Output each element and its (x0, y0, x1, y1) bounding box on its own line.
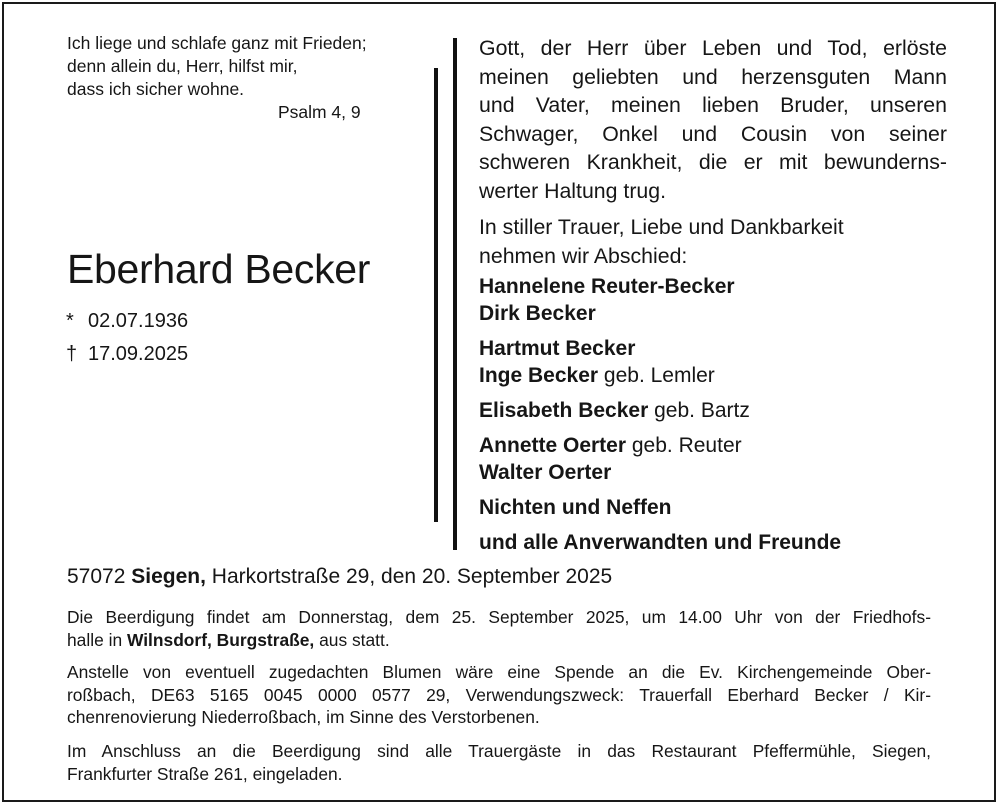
obituary-text (479, 34, 947, 205)
donation-info (67, 661, 931, 729)
birth-symbol: * (66, 310, 74, 332)
psalm-line: Ich liege und schlafe ganz mit Frieden; (67, 33, 367, 53)
deceased-name: Eberhard Becker (67, 246, 371, 292)
family-member: Hannelene Reuter-Becker (479, 275, 735, 298)
family-group (479, 335, 841, 389)
funeral-info (67, 606, 931, 651)
obituary-line: Schwager, Onkel und Cousin von seiner (479, 121, 947, 146)
psalm-line: denn allein du, Herr, hilfst mir, (67, 56, 298, 76)
postal-code: 57072 (67, 565, 126, 588)
obituary-line: Gott, der Herr über Leben und Tod, erlöste (479, 36, 947, 60)
birth-date: 02.07.1936 (88, 310, 189, 332)
family-group (479, 432, 841, 486)
maiden-name: geb. Lemler (603, 364, 715, 387)
obituary-line: und Vater, meinen lieben Bruder, unseren (479, 93, 947, 117)
birth-date-line (66, 305, 188, 338)
psalm-reference: Psalm 4, 9 (277, 102, 361, 122)
maiden-name: geb. Bartz (654, 399, 750, 422)
funeral-text: halle in (67, 629, 123, 650)
life-dates (66, 305, 188, 371)
mourning-statement (479, 213, 844, 270)
funeral-line: Die Beerdigung findet am Donnerstag, dem 25. September 2025, um 14.00 Uhr von der Friedhofs- (67, 607, 931, 627)
death-date: 17.09.2025 (88, 343, 189, 365)
funeral-text: aus statt. (319, 629, 390, 650)
family-member: Elisabeth Becker (479, 399, 649, 422)
family-member: Dirk Becker (479, 302, 596, 325)
cross-icon: † (66, 343, 78, 365)
family-member: Nichten und Neffen (479, 496, 672, 519)
psalm-line: dass ich sicher wohne. (67, 79, 245, 99)
obituary-line: meinen geliebten und herzensguten Mann (479, 64, 947, 89)
donation-line: roßbach, DE63 5165 0045 0000 0577 29, Verwendungszweck: Trauerfall Eberhard Becker / Kir- (67, 684, 931, 705)
family-member: Inge Becker (479, 364, 599, 387)
donation-line: chenrenovierung Niederroßbach, im Sinne des Verstorbenen. (67, 707, 540, 728)
psalm-quote (67, 32, 367, 124)
divider-rule-right (453, 38, 457, 550)
family-member: Annette Oerter (479, 434, 627, 457)
family-group (479, 529, 841, 556)
city-name: Siegen, (131, 565, 206, 588)
family-group (479, 494, 841, 521)
family-group (479, 273, 841, 327)
family-member: Hartmut Becker (479, 337, 636, 360)
death-date-line (66, 338, 188, 371)
obituary-line: werter Haltung trug. (479, 178, 667, 203)
family-member: Walter Oerter (479, 461, 612, 484)
family-group (479, 397, 841, 424)
reception-info (67, 740, 931, 785)
reception-line: Frankfurter Straße 261, eingeladen. (67, 763, 343, 784)
mourning-line: nehmen wir Abschied: (479, 243, 688, 268)
donation-line: Anstelle von eventuell zugedachten Blumen wäre eine Spende an die Ev. Kirchengemeinde Ober- (67, 662, 931, 682)
family-member: und alle Anverwandten und Freunde (479, 531, 842, 554)
reception-line: Im Anschluss an die Beerdigung sind alle Trauergäste in das Restaurant Pfeffermühle, Siegen, (67, 741, 931, 761)
obituary-line: schweren Krankheit, die er mit bewunderns- (479, 150, 947, 174)
family-list (479, 273, 841, 564)
street-and-date: Harkortstraße 29, den 20. September 2025 (211, 565, 613, 588)
divider-rule-left (434, 68, 438, 522)
address-line (67, 565, 612, 589)
funeral-location: Wilnsdorf, Burgstraße, (126, 629, 315, 650)
maiden-name: geb. Reuter (631, 434, 742, 457)
mourning-line: In stiller Trauer, Liebe und Dankbarkeit (479, 215, 844, 239)
funeral-line (67, 629, 931, 652)
